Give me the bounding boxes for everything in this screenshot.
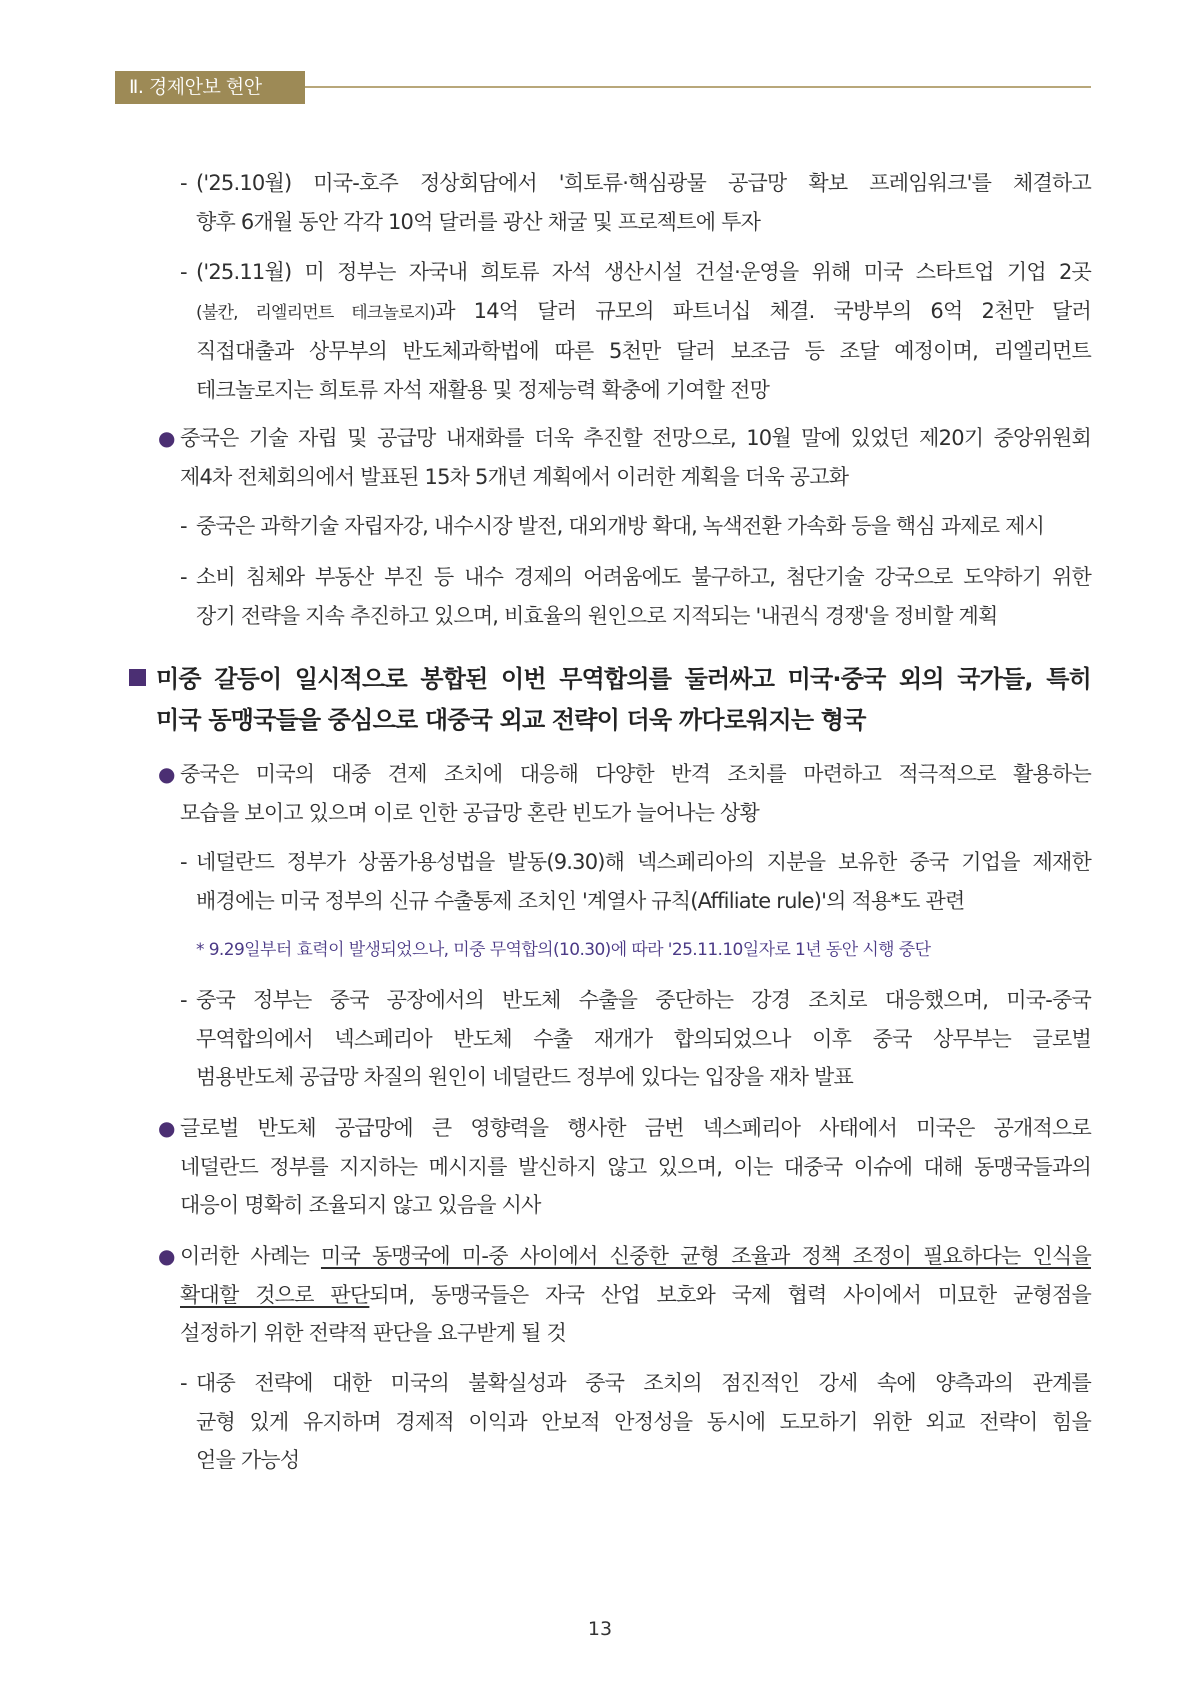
sub-item-china-export-halt (180, 981, 1091, 1097)
text-line: 얻을 가능성 (196, 1448, 300, 1472)
bullet-china-self-reliance (158, 419, 1091, 496)
text-line: 네덜란드 정부를 지지하는 메시지를 발신하지 않고 있으며, 이는 대중국 이슈에 대해 동맹국들과의 (180, 1154, 1091, 1179)
header-divider (305, 86, 1091, 88)
text-line: 설정하기 위한 전략적 판단을 요구받게 될 것 (180, 1321, 566, 1345)
text-line: 중국은 과학기술 자립자강, 내수시장 발전, 대외개방 확대, 녹색전환 가속화 등을 핵심 과제로 제시 (196, 514, 1045, 538)
dash-marker: - (180, 1371, 187, 1395)
square-bullet-icon (129, 669, 146, 686)
dash-marker: - (180, 171, 187, 195)
text-line: 중국은 기술 자립 및 공급망 내재화를 더욱 추진할 전망으로, 10월 말에 있었던 제20기 중앙위원회 (180, 426, 1091, 450)
underlined-text: 확대할 것으로 판단 (180, 1282, 370, 1307)
page-number: 13 (587, 1618, 613, 1640)
text-line: 중국 정부는 중국 공장에서의 반도체 수출을 중단하는 강경 조치로 대응했으며, 미국-중국 (196, 988, 1091, 1012)
section-heading-allies-strategy (129, 659, 1091, 741)
dash-marker: - (180, 850, 187, 874)
sub-item-diplomatic-strategy (180, 1364, 1091, 1480)
footnote-marker: * (196, 940, 204, 960)
text-line: 배경에는 미국 정부의 신규 수출통제 조치인 '계열사 규칙(Affiliate rule)'의 적용*도 관련 (196, 888, 965, 913)
dash-marker: - (180, 260, 187, 284)
text-line: 범용반도체 공급망 차질의 원인이 네덜란드 정부에 있다는 입장을 재차 발표 (196, 1065, 853, 1089)
sub-item-core-tasks (180, 507, 1091, 546)
bullet-china-countermeasures (158, 755, 1091, 832)
dash-marker: - (180, 988, 187, 1012)
text-line: 직접대출과 상무부의 반도체과학법에 따른 5천만 달러 보조금 등 조달 예정이며, 리엘리먼트 (196, 339, 1091, 363)
company-names: (불칸, 리엘리먼트 테크놀로지) (196, 302, 436, 323)
heading-line: 미중 갈등이 일시적으로 봉합된 이번 무역합의를 둘러싸고 미국·중국 외의 국가들, 특히 (156, 665, 1091, 693)
text-line: 테크놀로지는 희토류 자석 재활용 및 정제능력 확충에 기여할 전망 (196, 377, 770, 402)
bullet-icon: ● (158, 1116, 175, 1140)
text-line (180, 292, 1091, 333)
text-line: 향후 6개월 동안 각각 10억 달러를 광산 채굴 및 프로젝트에 투자 (196, 209, 761, 234)
text-line: 균형 있게 유지하며 경제적 이익과 안보적 안정성을 동시에 도모하기 위한 외교 전략이 힘을 (196, 1409, 1091, 1434)
heading-line: 미국 동맹국들을 중심으로 대중국 외교 전략이 더욱 까다로워지는 형국 (156, 706, 866, 734)
underlined-text: 미국 동맹국에 미-중 사이에서 신중한 균형 조율과 정책 조정이 필요하다는 인식을 (320, 1244, 1091, 1268)
text-span: 되며, 동맹국들은 자국 산업 보호와 국제 협력 사이에서 미묘한 균형점을 (369, 1282, 1091, 1307)
dash-marker: - (180, 565, 187, 589)
text-line: 제4차 전체회의에서 발표된 15차 5개년 계획에서 이러한 계획을 더욱 공고화 (180, 464, 849, 489)
bullet-nexperia-us-stance (158, 1109, 1091, 1225)
text-line: 네덜란드 정부가 상품가용성법을 발동(9.30)해 넥스페리아의 지분을 보유한 중국 기업을 제재한 (196, 850, 1091, 874)
text-line: 대중 전략에 대한 미국의 불확실성과 중국 조치의 점진적인 강세 속에 양측과의 관계를 (196, 1371, 1091, 1395)
dash-marker: - (180, 514, 187, 538)
sub-item-netherlands-sanction (180, 843, 1091, 920)
text-line: 중국은 미국의 대중 견제 조치에 대응해 다양한 반격 조치를 마련하고 적극적으로 활용하는 (180, 762, 1091, 786)
text-span: 과 14억 달러 규모의 파트너십 체결. 국방부의 6억 2천만 달러 (435, 298, 1091, 323)
sub-item-australia-framework (180, 164, 1091, 241)
sub-item-long-term-strategy (180, 558, 1091, 635)
text-line: 소비 침체와 부동산 부진 등 내수 경제의 어려움에도 불구하고, 첨단기술 강국으로 도약하기 위한 (196, 565, 1091, 589)
section-header-badge: Ⅱ. 경제안보 현안 (115, 71, 305, 104)
text-line: ('25.10월) 미국-호주 정상회담에서 '희토류·핵심광물 공급망 확보 프레임워크'를 체결하고 (196, 171, 1091, 195)
text-line: 글로벌 반도체 공급망에 큰 영향력을 행사한 금번 넥스페리아 사태에서 미국은 공개적으로 (180, 1116, 1091, 1140)
text-line: 무역합의에서 넥스페리아 반도체 수출 재개가 합의되었으나 이후 중국 상무부는 글로벌 (196, 1026, 1091, 1051)
text-line (158, 1276, 1091, 1315)
sub-item-rare-earth-partnership (180, 253, 1091, 409)
text-span: 이러한 사례는 (180, 1244, 321, 1268)
bullet-icon: ● (158, 426, 175, 450)
text-line: 모습을 보이고 있으며 이로 인한 공급망 혼란 빈도가 늘어나는 상황 (180, 800, 759, 825)
bullet-allies-balance (158, 1237, 1091, 1353)
footnote-text: 9.29일부터 효력이 발생되었으나, 미중 무역합의(10.30)에 따라 '25.11.10일자로 1년 동안 시행 중단 (208, 940, 931, 960)
text-line (158, 1237, 1091, 1276)
bullet-icon: ● (158, 762, 175, 786)
text-line: 대응이 명확히 조율되지 않고 있음을 시사 (180, 1193, 541, 1217)
text-line: 장기 전략을 지속 추진하고 있으며, 비효율의 원인으로 지적되는 '내권식 경쟁'을 정비할 계획 (196, 603, 998, 628)
text-line: ('25.11월) 미 정부는 자국내 희토류 자석 생산시설 건설·운영을 위해 미국 스타트업 기업 2곳 (196, 260, 1091, 284)
bullet-icon: ● (158, 1244, 175, 1268)
footnote (196, 935, 930, 965)
